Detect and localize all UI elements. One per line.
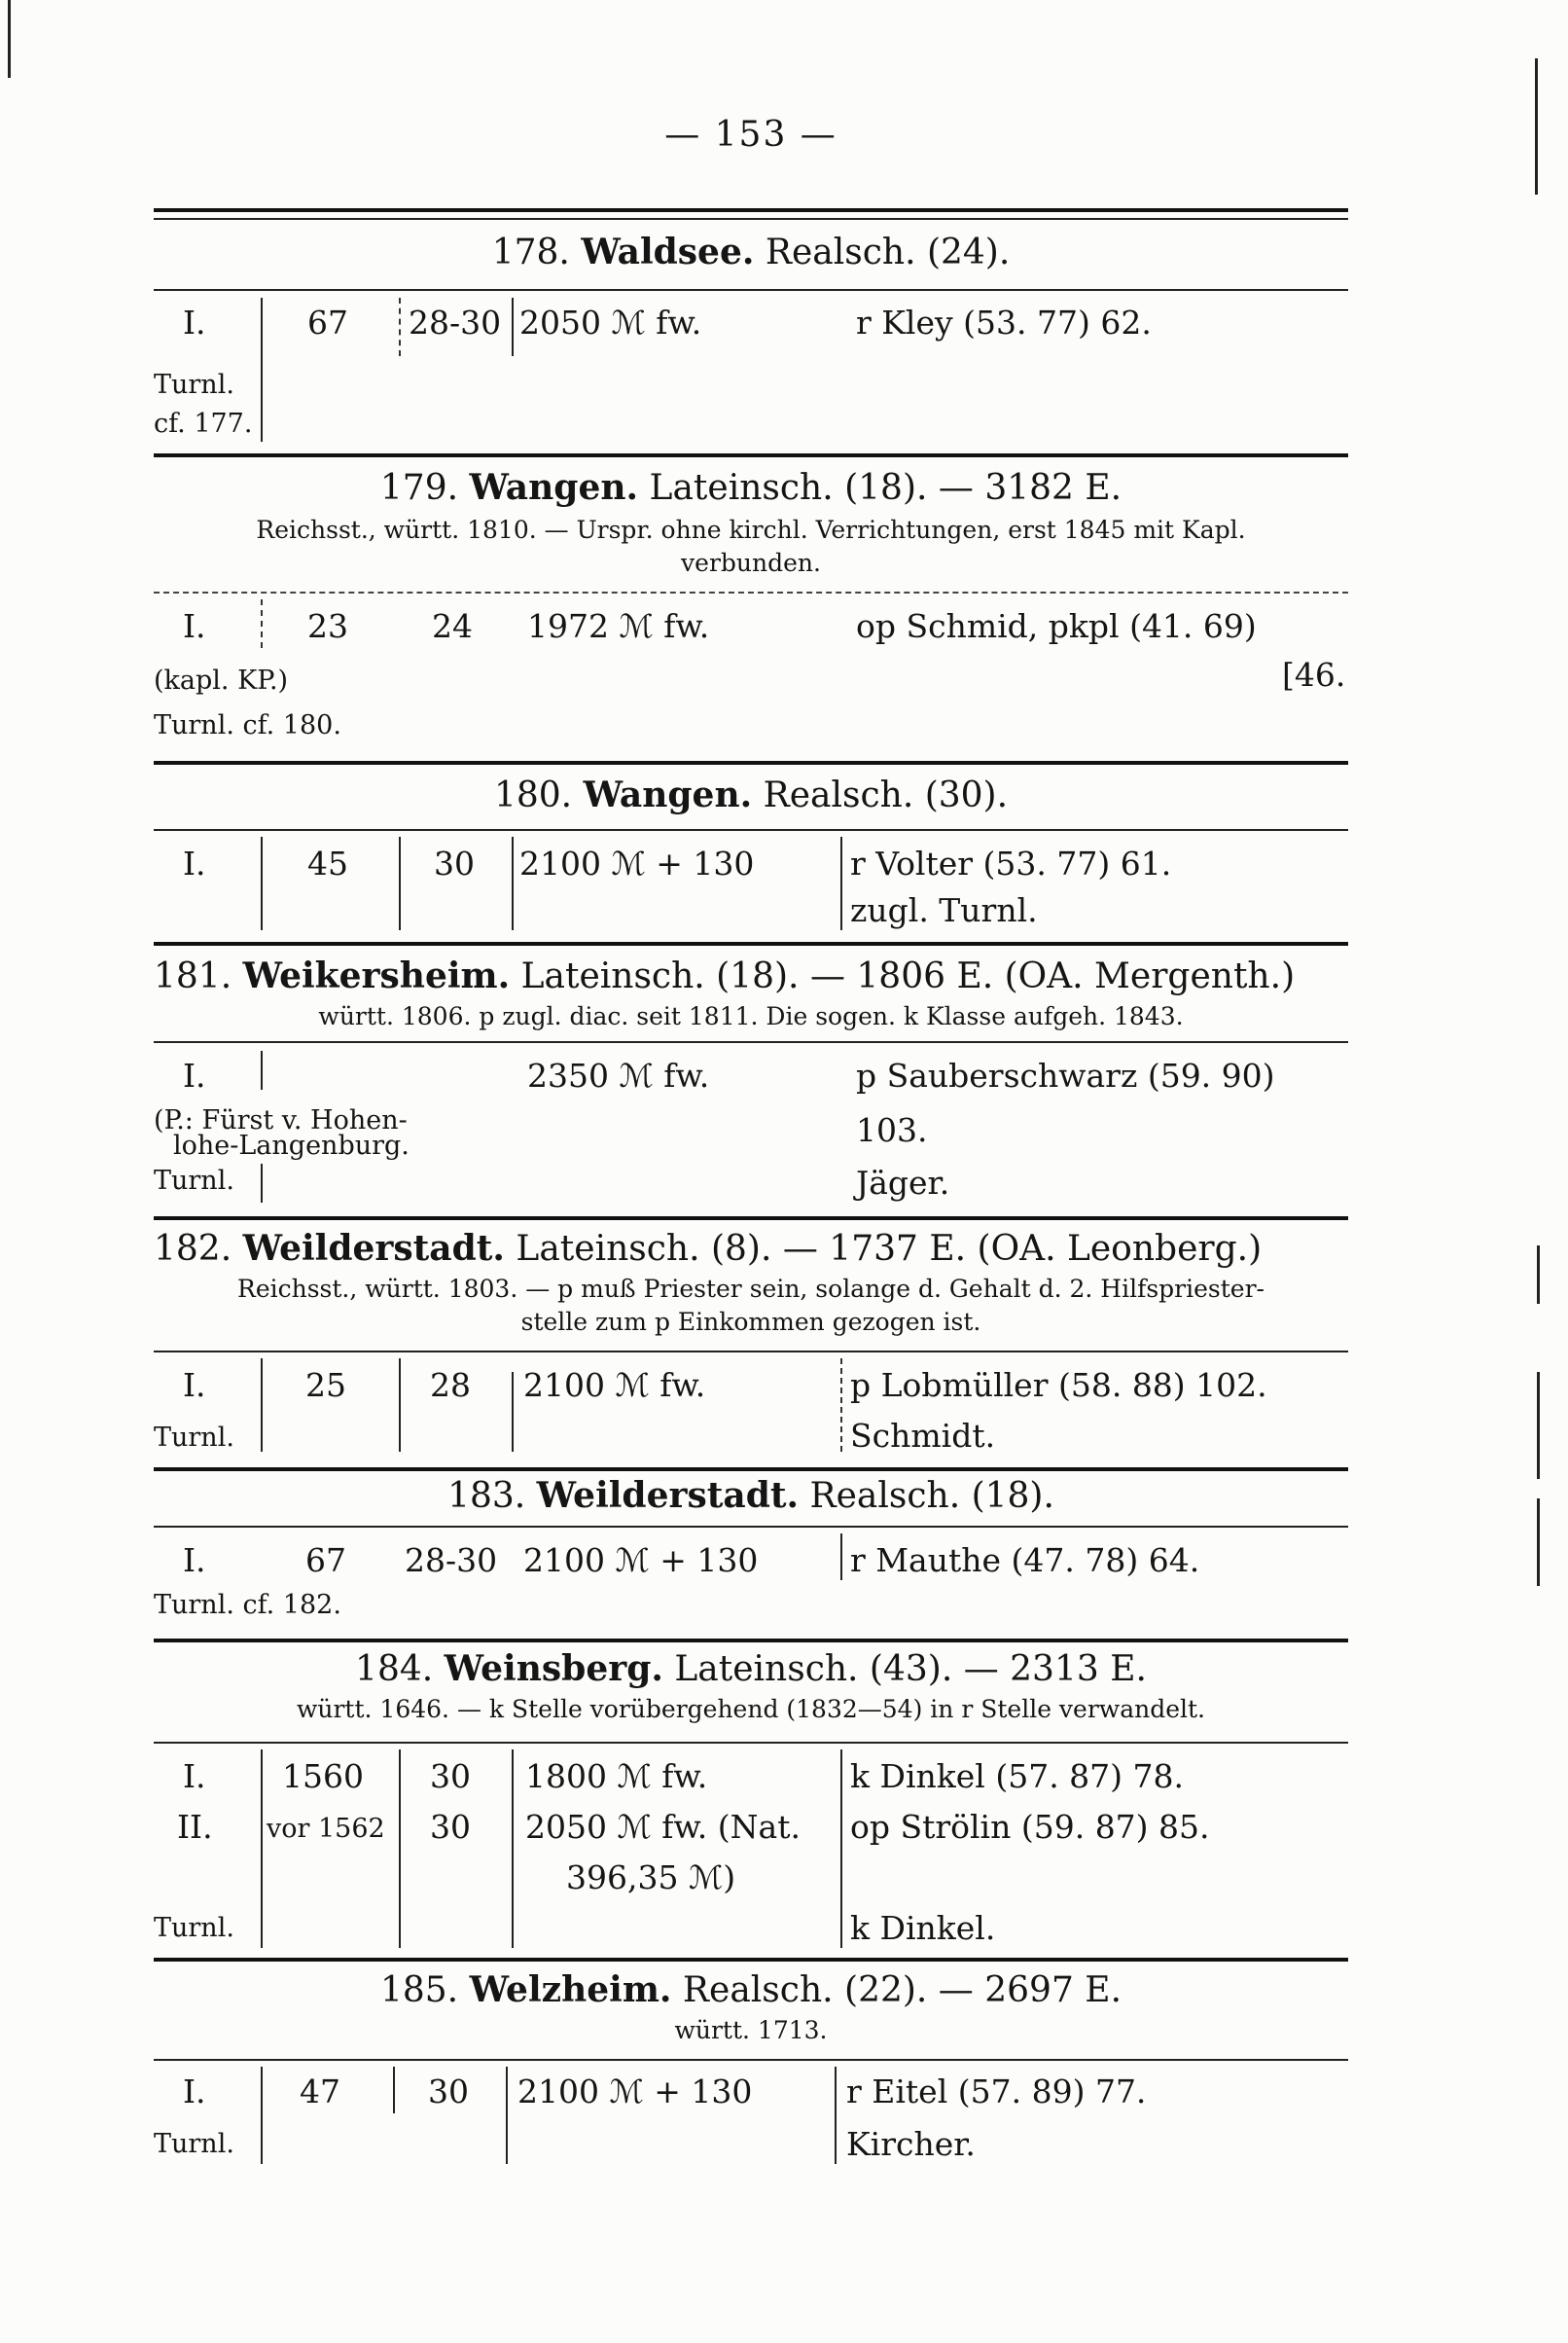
row-founded: 25	[305, 1366, 346, 1404]
column-divider	[399, 1358, 401, 1452]
header-rule	[154, 1041, 1348, 1043]
entry-title: 184. Weinsberg. Lateinsch. (43). — 2313 E.	[355, 1648, 1147, 1689]
row-teacher: r Volter (53. 77) 61.	[850, 845, 1172, 883]
column-divider	[840, 1533, 842, 1580]
entry-note: Turnl.	[154, 2129, 234, 2159]
scan-edge-mark	[1537, 1245, 1540, 1304]
entry-title: 182. Weilderstadt. Lateinsch. (8). — 1737 E. (OA. Leonberg.)	[154, 1228, 1263, 1269]
entry-subtitle: württ. 1646. — k Stelle vorübergehend (1832—54) in r Stelle verwandelt.	[296, 1695, 1205, 1723]
column-divider	[512, 837, 514, 930]
row-class: I.	[183, 2073, 206, 2110]
column-divider	[261, 1051, 263, 1090]
row-hours: 28-30	[409, 304, 502, 342]
row-salary: 1800 ℳ fw.	[525, 1757, 708, 1795]
entry-title: 183. Weilderstadt. Realsch. (18).	[447, 1475, 1054, 1516]
entry-note: Turnl.	[154, 1423, 234, 1453]
row-teacher-continued: Jäger.	[856, 1164, 950, 1202]
column-divider	[261, 837, 263, 930]
entry-subtitle: Reichsst., württ. 1810. — Urspr. ohne kirchl. Verrichtungen, erst 1845 mit Kapl.	[256, 516, 1246, 544]
column-divider	[261, 1358, 263, 1452]
row-class: I.	[183, 1541, 206, 1579]
column-divider	[835, 2067, 837, 2164]
row-founded: 67	[307, 304, 348, 342]
entry-note: Turnl.	[154, 1913, 234, 1943]
row-class: I.	[183, 304, 206, 342]
row-teacher-continued: Schmidt.	[850, 1417, 996, 1455]
column-divider	[261, 2067, 263, 2164]
row-hours: 24	[432, 607, 473, 645]
row-salary: 2050 ℳ fw.	[519, 304, 702, 342]
row-teacher: r Mauthe (47. 78) 64.	[850, 1541, 1200, 1579]
row-founded: vor 1562	[267, 1814, 385, 1844]
row-salary: 2100 ℳ fw.	[523, 1366, 706, 1404]
column-divider	[399, 298, 401, 356]
page-number: — 153 —	[664, 115, 837, 155]
row-salary: 2350 ℳ fw.	[527, 1057, 710, 1095]
header-rule	[154, 829, 1348, 831]
entry-subtitle: Reichsst., württ. 1803. — p muß Priester sein, solange d. Gehalt d. 2. Hilfspriester-	[237, 1275, 1265, 1303]
row-founded: 67	[305, 1541, 346, 1579]
row-teacher: p Lobmüller (58. 88) 102.	[850, 1366, 1267, 1404]
row-founded: 1560	[282, 1757, 364, 1795]
row-hours: 30	[434, 845, 475, 883]
row-class: II.	[177, 1808, 213, 1846]
row-class: I.	[183, 1057, 206, 1095]
row-teacher-continued: 103.	[856, 1111, 928, 1149]
entry-note: cf. 177.	[154, 409, 253, 439]
entry-title: 185. Welzheim. Realsch. (22). — 2697 E.	[379, 1969, 1123, 2010]
entry-note: Turnl.	[154, 1166, 234, 1196]
entry-note: lohe-Langenburg.	[173, 1131, 410, 1161]
row-class: I.	[183, 1757, 206, 1795]
entry-title: 179. Wangen. Lateinsch. (18). — 3182 E.	[379, 467, 1123, 508]
header-rule	[154, 289, 1348, 291]
row-teacher-continued: Kircher.	[846, 2125, 976, 2163]
row-salary: 2050 ℳ fw. (Nat.	[525, 1808, 801, 1846]
row-teacher-continued: zugl. Turnl.	[850, 891, 1038, 929]
row-salary: 2100 ℳ + 130	[523, 1541, 759, 1579]
header-rule	[154, 1351, 1348, 1352]
row-class: I.	[183, 845, 206, 883]
row-founded: 23	[307, 607, 348, 645]
row-salary: 2100 ℳ + 130	[519, 845, 755, 883]
row-teacher: p Sauberschwarz (59. 90)	[856, 1057, 1275, 1095]
row-teacher: op Strölin (59. 87) 85.	[850, 1808, 1210, 1846]
entry-note: Turnl. cf. 180.	[154, 710, 341, 740]
header-rule	[154, 592, 1348, 594]
header-rule	[154, 1526, 1348, 1528]
entry-note: (P.: Fürst v. Hohen-	[154, 1105, 408, 1135]
scan-edge-mark	[1537, 1372, 1540, 1479]
row-class: I.	[183, 1366, 206, 1404]
row-teacher-continued: [46.	[1282, 656, 1346, 694]
column-divider	[261, 1164, 263, 1203]
row-hours: 30	[430, 1808, 471, 1846]
entry-subtitle: stelle zum p Einkommen gezogen ist.	[520, 1308, 981, 1336]
column-divider	[512, 298, 514, 356]
column-divider	[512, 1372, 514, 1452]
scan-edge-mark	[8, 0, 11, 78]
column-divider	[506, 2067, 508, 2164]
row-founded: 47	[300, 2073, 340, 2110]
header-rule	[154, 2059, 1348, 2061]
section-rule	[154, 1216, 1348, 1220]
section-rule	[154, 1639, 1348, 1642]
column-divider	[840, 1749, 842, 1948]
row-salary: 1972 ℳ fw.	[527, 607, 710, 645]
column-divider	[399, 837, 401, 930]
section-rule	[154, 208, 1348, 212]
row-teacher: k Dinkel (57. 87) 78.	[850, 1757, 1185, 1795]
column-divider	[261, 1749, 263, 1948]
row-teacher: r Eitel (57. 89) 77.	[846, 2073, 1147, 2110]
row-founded: 45	[307, 845, 348, 883]
row-hours: 28-30	[405, 1541, 498, 1579]
entry-title: 181. Weikersheim. Lateinsch. (18). — 1806 E. (OA. Mergenth.)	[154, 955, 1296, 996]
section-rule	[154, 453, 1348, 457]
entry-title: 178. Waldsee. Realsch. (24).	[491, 232, 1011, 272]
entry-title: 180. Wangen. Realsch. (30).	[493, 775, 1009, 815]
scan-edge-mark	[1537, 1498, 1540, 1586]
entry-subtitle: verbunden.	[681, 549, 821, 577]
section-rule	[154, 1467, 1348, 1471]
row-hours: 30	[428, 2073, 469, 2110]
section-rule	[154, 761, 1348, 765]
column-divider	[840, 837, 842, 930]
column-divider	[261, 298, 263, 442]
row-teacher-continued: k Dinkel.	[850, 1909, 996, 1947]
row-teacher: r Kley (53. 77) 62.	[856, 304, 1152, 342]
section-rule	[154, 1958, 1348, 1962]
row-hours: 28	[430, 1366, 471, 1404]
section-rule	[154, 218, 1348, 220]
row-hours: 30	[430, 1757, 471, 1795]
entry-subtitle: württ. 1713.	[674, 2016, 828, 2044]
column-divider	[399, 1749, 401, 1948]
row-salary: 2100 ℳ + 130	[517, 2073, 753, 2110]
row-salary-continued: 396,35 ℳ)	[566, 1858, 736, 1896]
header-rule	[154, 1742, 1348, 1744]
entry-note: (kapl. KP.)	[154, 666, 289, 696]
entry-subtitle: württ. 1806. p zugl. diac. seit 1811. Die sogen. k Klasse aufgeh. 1843.	[318, 1002, 1184, 1030]
entry-note: Turnl.	[154, 370, 234, 400]
column-divider	[512, 1749, 514, 1948]
scan-edge-mark	[1535, 58, 1538, 195]
column-divider	[261, 599, 263, 648]
row-teacher: op Schmid, pkpl (41. 69)	[856, 607, 1257, 645]
column-divider	[840, 1358, 842, 1452]
entry-note: Turnl. cf. 182.	[154, 1590, 341, 1620]
row-class: I.	[183, 607, 206, 645]
column-divider	[393, 2067, 395, 2113]
section-rule	[154, 942, 1348, 946]
